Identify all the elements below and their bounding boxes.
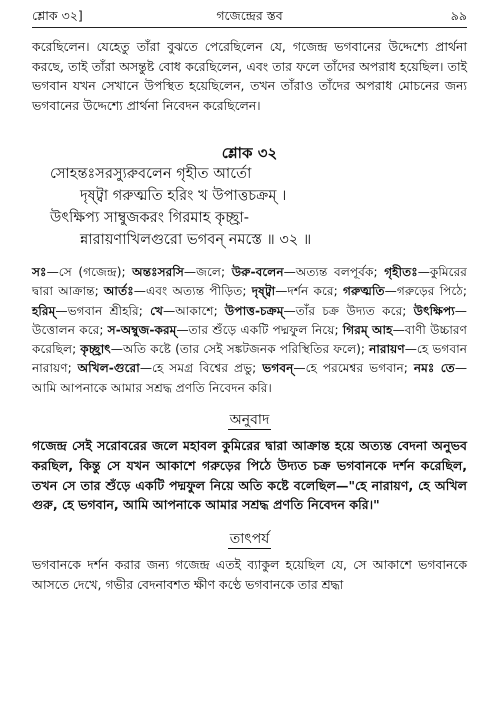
synonym-term: অখিল-গুরো <box>77 361 140 376</box>
synonym-term: নারায়ণ <box>369 342 405 357</box>
synonym-term: উৎক্ষিপ্য <box>413 303 455 318</box>
running-header <box>32 6 467 28</box>
synonym-term: গরুত্মতি <box>342 284 385 299</box>
synonym-term: কৃচ্ছ্রাৎ <box>80 342 111 357</box>
header-page-number: ৯৯ <box>450 8 467 23</box>
synonym-term: উরু-বলেন <box>231 265 284 279</box>
verse-line: ন্নারায়ণাখিলগুরো ভগবন্ নমস্তে ॥ ৩২ ॥ <box>80 231 312 248</box>
synonym-meaning: —গরুড়ের পিঠে; <box>384 284 467 299</box>
synonym-meaning: —হে ভগবান নারায়ণ; <box>32 342 468 376</box>
translation-text: গজেন্দ্র সেই সরোবরের জলে মহাবল কুমিরের দ্বারা আক্রান্ত হয়ে অত্যন্ত বেদনা অনুভব করছিল, কিন্তু সে যখন আকাশে গরুড়ের পিঠে উদ্যত চক্র ভগবানকে দর্শন করেছিল, তখন সে তার শুঁড়ে একটি পদ্মফুল নিয়ে অতি কষ্টে বলেছিল—"হে নারায়ণ, হে অখিল গুরু, হে ভগবান, আমি আপনাকে আমার সশ্রদ্ধ প্রণতি নিবেদন করি।" <box>32 438 467 513</box>
synonym-term: উপাত্ত-চক্রম্ <box>224 303 284 318</box>
purport-title: তাৎপর্য <box>229 531 270 548</box>
synonym-meaning: —উত্তোলন করে; <box>32 303 467 337</box>
synonym-meaning: —তার শুঁড়ে একটি পদ্মফুল নিয়ে; <box>176 322 343 337</box>
header-chapter-title: গজেন্দ্রের স্তব <box>216 8 283 23</box>
synonym-meaning: —সে (গজেন্দ্র); <box>46 265 133 279</box>
intro-paragraph: করেছিলেন। যেহেতু তাঁরা বুঝতে পেরেছিলেন যে, গজেন্দ্র ভগবানের উদ্দেশ্যে প্রার্থনা করছে, তাই তাঁরা অসন্তুষ্ট বোধ করেছিলেন, এবং তার ফলে তাঁদের অপরাধ হয়েছিল। তাই ভগবান যখন সেখানে উপস্থিত হয়েছিলেন, তখন তাঁরাও তাঁদের অপরাধ মোচনের জন্য ভগবানের উদ্দেশ্যে প্রার্থনা নিবেদন করেছিলেন। <box>32 39 467 113</box>
synonym-term: আর্তঃ <box>103 284 134 299</box>
synonym-term: দৃষ্ট্বা <box>251 284 276 299</box>
verse-number: শ্লোক ৩২ <box>221 144 278 162</box>
translation-heading <box>32 410 467 430</box>
synonym-meaning: —তাঁর চক্র উদ্যত করে; <box>283 303 414 318</box>
page-content <box>32 37 467 594</box>
purport-heading <box>32 529 467 549</box>
synonym-meaning: —কুমিরের দ্বারা আক্রান্ত; <box>32 265 467 299</box>
synonym-term: সঃ <box>32 265 47 279</box>
synonym-meaning: —হে পরমেশ্বর ভগবান; <box>293 361 414 376</box>
synonym-meaning: —অত্যন্ত বলপূর্বক; <box>283 265 385 279</box>
synonym-term: স-অম্বুজ-করম্ <box>107 322 177 337</box>
synonym-meaning: —ভগবান শ্রীহরি; <box>55 303 151 318</box>
synonym-term: অন্তঃসরসি <box>132 265 184 279</box>
synonym-meaning: —অতি কষ্টে (তার সেই সঙ্কটজনক পরিস্থিতির ফলে); <box>110 342 370 357</box>
synonym-meaning: —জলে; <box>183 265 232 279</box>
synonym-term: গৃহীতঃ <box>384 265 418 279</box>
verse-line: দৃষ্ট্বা গরুত্মতি হরিং খ উপাত্তচক্রম্ । <box>80 187 287 204</box>
synonym-meaning: —আকাশে; <box>163 303 225 318</box>
synonym-meaning: —দর্শন করে; <box>275 284 343 299</box>
synonym-term: ভগবন্ <box>262 361 294 376</box>
synonym-term: আহ <box>371 322 393 337</box>
word-for-word-synonyms <box>32 263 467 398</box>
verse-line: উৎক্ষিপ্য সাম্বুজকরং গিরমাহ কৃচ্ছ্রা- <box>50 209 250 226</box>
synonym-meaning: —হে সমগ্র বিশ্বের প্রভু; <box>139 361 263 376</box>
verse-line: সোহন্তঃসরস্যুরুবলেন গৃহীত আর্তো <box>50 165 252 182</box>
synonym-term: হরিম্ <box>32 303 56 318</box>
synonym-meaning: —এবং অত্যন্ত পীড়িত; <box>133 284 252 299</box>
purport-text: ভগবানকে দর্শন করার জন্য গজেন্দ্র এতই ব্যাকুল হয়েছিল যে, সে আকাশে ভগবানকে আসতে দেখে, গভীর বেদনাবশত ক্ষীণ কণ্ঠে ভগবানকে তার শ্রদ্ধা <box>32 557 467 592</box>
synonym-term: খে <box>150 303 164 318</box>
header-rule <box>32 27 467 28</box>
sanskrit-verse <box>32 163 467 251</box>
synonym-term: নমঃ তে <box>413 361 455 376</box>
synonym-meaning: —বাণী উচ্চারণ করেছিল; <box>32 322 468 357</box>
header-verse-ref: শ্লোক ৩২] <box>32 8 83 23</box>
synonym-term: গিরম্ <box>342 322 368 337</box>
synonym-meaning: —আমি আপনাকে আমার সশ্রদ্ধ প্রণতি নিবেদন করি। <box>32 361 468 395</box>
translation-title: অনুবাদ <box>229 412 270 429</box>
